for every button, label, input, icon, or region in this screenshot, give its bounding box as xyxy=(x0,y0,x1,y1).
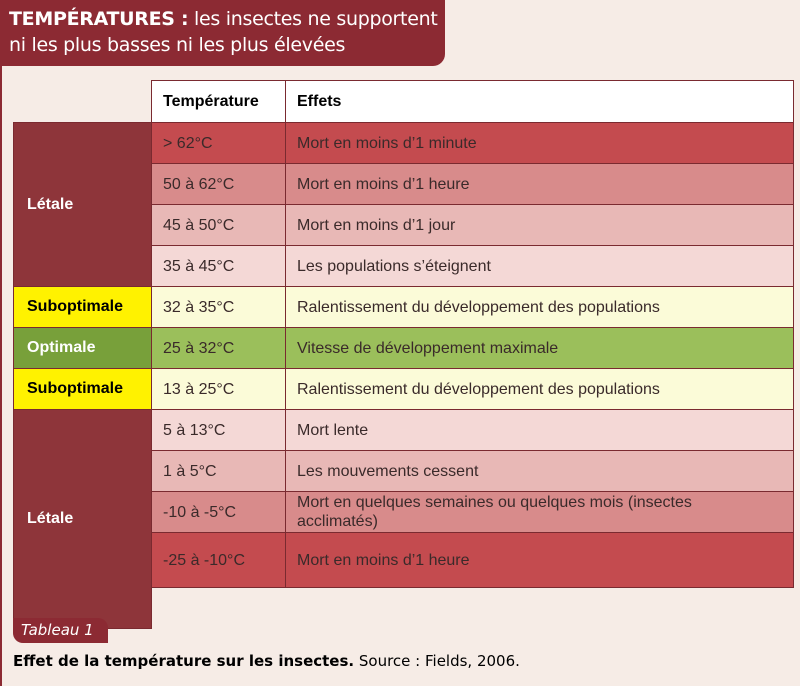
table-cell-effet: Ralentissement du développement des populations xyxy=(285,286,794,328)
table-cell-effet: Mort lente xyxy=(285,409,794,451)
table-cell-effet: Mort en quelques semaines ou quelques mois (insectes acclimatés) xyxy=(285,491,794,533)
caption-bold: Effet de la température sur les insectes. xyxy=(13,652,355,670)
table-cell-temperature: 45 à 50°C xyxy=(151,204,286,246)
table-cell-temperature: -10 à -5°C xyxy=(151,491,286,533)
table-cell-effet: Mort en moins d’1 jour xyxy=(285,204,794,246)
table-cell-effet: Les mouvements cessent xyxy=(285,450,794,492)
title-line-1 xyxy=(9,6,445,32)
category-suboptimale-low: Suboptimale xyxy=(13,368,152,410)
header-empty-cell xyxy=(13,80,152,123)
table-cell-temperature: 5 à 13°C xyxy=(151,409,286,451)
caption-source: Source : Fields, 2006. xyxy=(354,652,520,670)
table-cell-temperature: 1 à 5°C xyxy=(151,450,286,492)
column-header-effets: Effets xyxy=(285,80,794,123)
table-cell-temperature: 50 à 62°C xyxy=(151,163,286,205)
title-bold: TEMPÉRATURES : xyxy=(9,8,189,30)
title-rest: les insectes ne supportent xyxy=(188,8,438,30)
table-cell-temperature: 35 à 45°C xyxy=(151,245,286,287)
table-cell-effet: Vitesse de développement maximale xyxy=(285,327,794,369)
left-rule xyxy=(0,66,2,686)
category-suboptimale-high: Suboptimale xyxy=(13,286,152,328)
table-cell-temperature: 32 à 35°C xyxy=(151,286,286,328)
table-cell-temperature: > 62°C xyxy=(151,122,286,164)
column-header-temperature: Température xyxy=(151,80,286,123)
category-letale-high: Létale xyxy=(13,122,152,287)
table-cell-effet: Mort en moins d’1 heure xyxy=(285,532,794,588)
table-cell-effet: Ralentissement du développement des populations xyxy=(285,368,794,410)
table-caption xyxy=(13,652,520,670)
temperature-table xyxy=(13,80,793,628)
category-letale-low: Létale xyxy=(13,409,152,629)
table-cell-temperature: -25 à -10°C xyxy=(151,532,286,588)
table-title xyxy=(0,0,445,66)
table-cell-effet: Les populations s’éteignent xyxy=(285,245,794,287)
table-cell-temperature: 25 à 32°C xyxy=(151,327,286,369)
title-line-2: ni les plus basses ni les plus élevées xyxy=(9,34,346,56)
table-cell-effet: Mort en moins d’1 heure xyxy=(285,163,794,205)
table-number-tag: Tableau 1 xyxy=(13,618,108,643)
table-cell-temperature: 13 à 25°C xyxy=(151,368,286,410)
table-cell-effet: Mort en moins d’1 minute xyxy=(285,122,794,164)
category-optimale: Optimale xyxy=(13,327,152,369)
